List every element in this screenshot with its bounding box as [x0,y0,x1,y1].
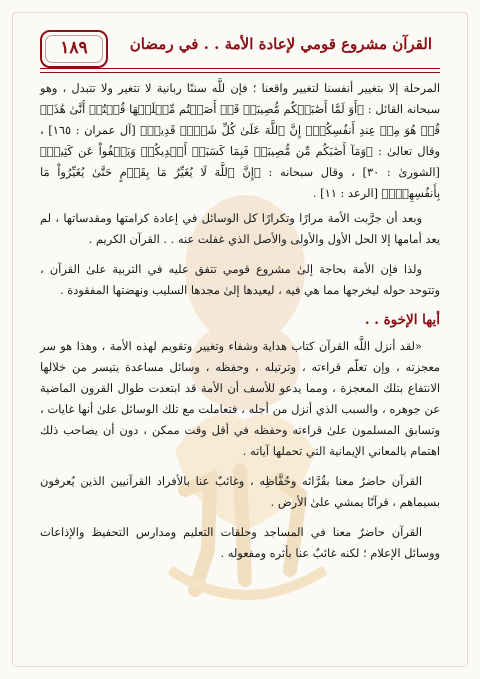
page-header [40,30,440,66]
paragraph-5: القرآن حاضرٌ معنا بقُرَّائه وحُفَّاظِه ، وغائبٌ عنا بالأفراد القرآنيين الذين يُعرفون بسيماهم ، قرآنًا يمشي علىٰ الأرض . [40,474,440,509]
paragraph-2: وبعد أن جرَّبت الأمة مرارًا وتكرارًا كل الوسائل في إعادة كرامتها ومقدساتها ، لم يعد أمامها إلا الحل الأول والأولى والأصل الذي غفلت عنه . . القرآن الكريم . [40,211,440,246]
paragraph-4: «لقد أنزل اللَّه القرآن كتاب هداية وشفاء وتغيير وتقويم لهذه الأمة ، وهذا هو سر معجزته ، وإن تعلّم قراءته ، وترتيله ، وحفظه ، وسائل مساعدة يتيسر من خلالها الانتفاع بتلك المعجزة ، ومما يدعو للأسف أن الأمة قد ابتعدت طوال القرون الماضية عن جوهره ، والسبب الذي أنزل من أجله ، فتعاملت مع تلك الوسائل علىٰ أنها غايات ، وتسابق المسلمون علىٰ قراءته وحفظه في أقل وقت ممكن ، دون أن يصاحب ذلك اهتمام بالمعاني الإيمانية التي تحملها آياته . [40,339,440,458]
header-divider [40,68,440,73]
paragraph-1: المرحلة إلا بتغيير أنفسنا لتغيير واقعنا ؛ فإن للَّه سننًا ربانية لا تتغير ولا تتبدل ، وهو سبحانه القائل : ﴿أَوَ لَمَّا أَصَٰبَتۡكُم مُّصِيبَةٞ قَدۡ أَصَبۡتُم مِّثۡلَيۡهَا قُلۡتُمۡ أَنَّىٰ هَٰذَاۖ قُلۡ هُوَ مِنۡ عِندِ أَنفُسِكُمۡۗ إِنَّ ٱللَّهَ عَلَىٰ كُلِّ شَيۡءٖ قَدِيرٞ﴾ [آل عمران : ١٦٥] ، وقال تعالىٰ : ﴿وَمَآ أَصَٰبَكُم مِّن مُّصِيبَةٖ فَبِمَا كَسَبَتۡ أَيۡدِيكُمۡ وَيَعۡفُواْ عَن كَثِيرٖ﴾ [الشورىٰ : ٣٠] ، وقال سبحانه : ﴿إِنَّ ٱللَّهَ لَا يُغَيِّرُ مَا بِقَوۡمٍ حَتَّىٰ يُغَيِّرُواْ مَا بِأَنفُسِهِمۡۗ﴾ [الرعد : ١١] . [40,81,440,200]
page-number: ١٨٩ [60,38,88,58]
section-heading: أيها الإخوة . . [364,312,440,328]
paragraph-3: ولذا فإن الأمة بحاجة إلىٰ مشروع قومي تتفق عليه في التربية علىٰ القرآن ، وتتوحد حوله ليخرجها مما هي فيه ، ليعيدها إلىٰ مجدها السليب ونهضتها المفقودة . [40,262,440,297]
page-number-badge [40,30,108,68]
page-body [40,78,440,573]
running-title: القرآن مشروع قومي لإعادة الأمة . . في رمضان [129,35,432,53]
paragraph-6: القرآن حاضرٌ معنا في المساجد وحلقات التعليم ومدارس التحفيظ والإذاعات ووسائل الإعلام ؛ لكنه غائبٌ عنا بأثره ومفعوله . [40,525,440,560]
